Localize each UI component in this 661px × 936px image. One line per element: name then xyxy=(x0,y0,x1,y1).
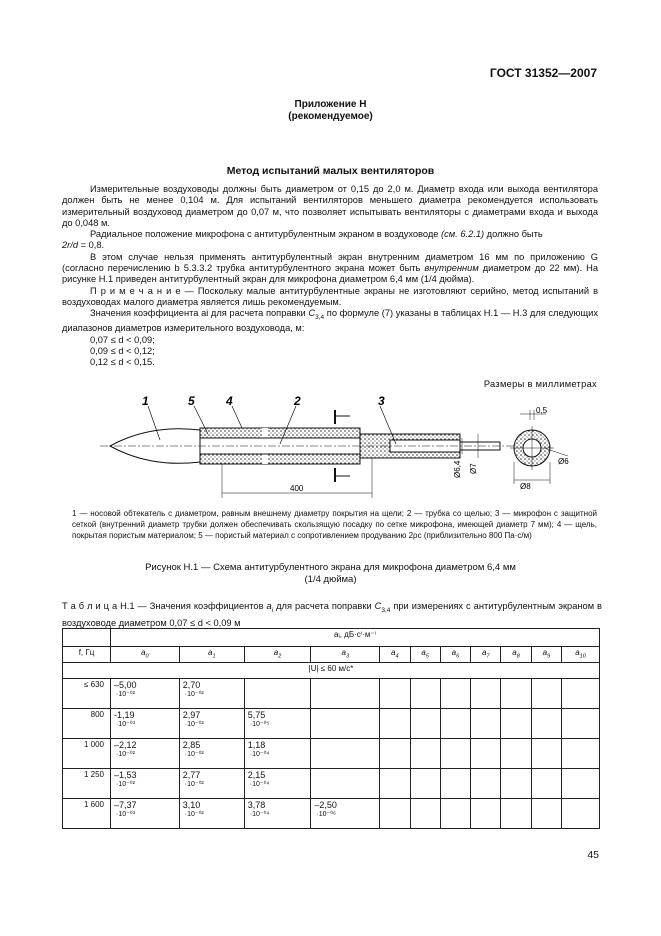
coef-cell: –5,00 ·10⁻⁰² xyxy=(111,679,180,709)
coef-cell xyxy=(562,679,600,709)
label-4: 4 xyxy=(226,394,233,408)
table-row xyxy=(63,769,600,799)
freq-cell: ≤ 630 xyxy=(63,679,111,709)
coef-cell: 3,10 ·10⁻⁰² xyxy=(179,799,244,829)
coef-cell: –2,12 ·10⁻⁰² xyxy=(111,739,180,769)
section-title: Метод испытаний малых вентиляторов xyxy=(226,165,435,177)
dim-d3: 0,5 xyxy=(536,406,548,415)
coef-cell xyxy=(471,799,501,829)
range-2: 0,09 ≤ d < 0,12; xyxy=(90,346,155,357)
coef-cell xyxy=(380,799,410,829)
dim-d5: Ø8 xyxy=(520,482,531,491)
range-1: 0,07 ≤ d < 0,09; xyxy=(90,334,155,345)
dim-length: 400 xyxy=(290,484,304,493)
standard-number: ГОСТ 31352—2007 xyxy=(489,66,597,80)
coef-header: $a_2$ xyxy=(244,647,311,663)
range-3: 0,12 ≤ d < 0,15. xyxy=(90,357,155,368)
coef-cell xyxy=(311,709,380,739)
coefficients-table xyxy=(62,628,600,829)
freq-header: f, Гц xyxy=(63,647,111,663)
coef-cell: 1,18 ·10⁻⁰⁴ xyxy=(244,739,311,769)
paragraph-2-cont: 2r/d = 0,8. xyxy=(62,240,105,251)
dim-d2: Ø7 xyxy=(469,463,478,474)
appendix-subtitle: (рекомендуемое) xyxy=(288,111,373,122)
coef-cell xyxy=(380,739,410,769)
paragraph-4: Значения коэффициента ai для расчета поправки $C_{3,4}$ по формуле (7) указаны в таблицах Н.1 — Н.3 для следующих диапазонов диаметров измерительного воздуховода, м: xyxy=(62,308,598,334)
coef-cell xyxy=(440,769,470,799)
coef-header: $a_1$ xyxy=(179,647,244,663)
coef-cell xyxy=(471,709,501,739)
coef-cell xyxy=(380,709,410,739)
coef-cell xyxy=(531,799,561,829)
coef-cell xyxy=(471,769,501,799)
table-row xyxy=(63,799,600,829)
velocity-row: |U| ≤ 60 м/с* xyxy=(63,663,600,679)
coef-cell xyxy=(311,679,380,709)
coef-cell: –7,37 ·10⁻⁰³ xyxy=(111,799,180,829)
coef-cell: 2,97 ·10⁻⁰² xyxy=(179,709,244,739)
page-number: 45 xyxy=(587,849,599,861)
coef-cell xyxy=(562,709,600,739)
label-3: 3 xyxy=(378,394,385,408)
coef-cell xyxy=(531,769,561,799)
table-row xyxy=(63,679,600,709)
dim-d1: Ø6,4 xyxy=(453,460,462,478)
coef-cell xyxy=(410,739,440,769)
label-5: 5 xyxy=(188,394,195,408)
coef-cell: –1,53 ·10⁻⁰² xyxy=(111,769,180,799)
coef-cell: -1,19 ·10⁻⁰³ xyxy=(111,709,180,739)
label-1: 1 xyxy=(142,394,149,408)
coef-cell xyxy=(410,679,440,709)
coef-cell: 2,77 ·10⁻⁰² xyxy=(179,769,244,799)
coef-cell xyxy=(440,679,470,709)
coef-cell xyxy=(562,799,600,829)
freq-cell: 800 xyxy=(63,709,111,739)
coef-cell xyxy=(440,799,470,829)
dim-d4: Ø6 xyxy=(558,457,569,466)
coef-cell xyxy=(410,709,440,739)
body-text xyxy=(62,184,598,369)
table-row xyxy=(63,739,600,769)
coef-header: $a_3$ xyxy=(311,647,380,663)
coef-cell xyxy=(501,799,531,829)
coef-header: $a_7$ xyxy=(471,647,501,663)
coef-cell xyxy=(471,679,501,709)
coef-cell xyxy=(244,679,311,709)
paragraph-3: В этом случае нельзя применять антитурбулентный экран внутренним диаметром 16 мм по приложению G (согласно перечислению b 5.3.3.2 трубка антитурбулентного экрана может быть внутренним диаметром до 22 мм). На рисунке Н.1 приведен антитурбулентный экран для микрофона диаметром 6,4 мм (1/4 дюйма). xyxy=(62,251,598,285)
coef-cell xyxy=(440,709,470,739)
coef-header: $a_5$ xyxy=(410,647,440,663)
coef-cell xyxy=(562,739,600,769)
coef-cell xyxy=(531,709,561,739)
coef-cell xyxy=(440,739,470,769)
appendix-title: Приложение Н xyxy=(294,99,367,110)
coef-cell xyxy=(531,739,561,769)
coef-cell xyxy=(380,769,410,799)
coef-cell: 5,75 ·10⁻⁰⁵ xyxy=(244,709,311,739)
freq-cell: 1 250 xyxy=(63,769,111,799)
coef-cell xyxy=(311,739,380,769)
paragraph-1: Измерительные воздуховоды должны быть диаметром от 0,15 до 2,0 м. Диаметр входа или выхода вентилятора должен быть не менее 0,104 м. Для испытаний вентиляторов меньшего диаметра рекомендуется использовать измерительный воздуховод диаметром до 0,07 м, что позволяет испытывать вентиляторы с диаметрами входа и выхода до 0,048 м. xyxy=(62,184,598,228)
coef-cell xyxy=(311,769,380,799)
coef-header: $a_8$ xyxy=(501,647,531,663)
coef-cell xyxy=(501,739,531,769)
coef-cell xyxy=(562,769,600,799)
group-header: aᵢ, дБ·сⁱ·м⁻ⁱ xyxy=(111,629,600,647)
paragraph-2: Радиальное положение микрофона с антитурбулентным экраном в воздуховоде (см. 6.2.1) должно быть xyxy=(90,229,543,240)
coef-cell xyxy=(410,799,440,829)
figure-legend: 1 — носовой обтекатель с диаметром, равным внешнему диаметру покрытия на щели; 2 — трубка со щелью; 3 — микрофон с защитной сеткой (внутренний диаметр трубки должен обеспечивать скользящую посадку по сетке микрофона, имеющей диаметр 7 мм); 4 — щель, покрытая пористым материалом; 5 — пористый материал с сопротивлением продуванию 2ρc (приблизительно 800 Па·с/м) xyxy=(72,509,597,540)
screen-diagram xyxy=(100,390,600,505)
coef-cell xyxy=(501,769,531,799)
table-row xyxy=(63,709,600,739)
units-note: Размеры в миллиметрах xyxy=(483,379,597,389)
coef-cell xyxy=(531,679,561,709)
freq-cell: 1 600 xyxy=(63,799,111,829)
note: П р и м е ч а н и е — Поскольку малые антитурбулентные экраны не изготовляют серийно, метод испытаний в воздуховодах малого диаметра является лишь рекомендуемым. xyxy=(62,285,599,307)
coef-cell: 3,78 ·10⁻⁰⁴ xyxy=(244,799,311,829)
coef-header: $a_4$ xyxy=(380,647,410,663)
blank-corner xyxy=(63,629,111,647)
coef-cell xyxy=(471,739,501,769)
figure-caption: Рисунок Н.1 — Схема антитурбулентного экрана для микрофона диаметром 6,4 мм (1/4 дюйма) xyxy=(145,562,516,585)
coef-cell xyxy=(380,679,410,709)
freq-cell: 1 000 xyxy=(63,739,111,769)
coef-header: $a_9$ xyxy=(531,647,561,663)
coef-header: $a_{10}$ xyxy=(562,647,600,663)
coef-cell xyxy=(410,769,440,799)
coef-cell: –2,50 ·10⁻⁰⁶ xyxy=(311,799,380,829)
coef-cell: 2,15 ·10⁻⁰⁴ xyxy=(244,769,311,799)
coef-cell xyxy=(501,709,531,739)
coef-cell xyxy=(501,679,531,709)
coef-header: $a_0$ xyxy=(111,647,180,663)
table-caption: Т а б л и ц а Н.1 — Значения коэффициентов $a_i$ для расчета поправки $C_{3,4}$ при измерениях с антитурбулентным экраном в воздуховоде диаметром 0,07 ≤ d < 0,09 м xyxy=(62,601,602,628)
coef-cell: 2,70 ·10⁻⁰² xyxy=(179,679,244,709)
coef-header: $a_6$ xyxy=(440,647,470,663)
coef-cell: 2,85 ·10⁻⁰² xyxy=(179,739,244,769)
label-2: 2 xyxy=(294,394,301,408)
